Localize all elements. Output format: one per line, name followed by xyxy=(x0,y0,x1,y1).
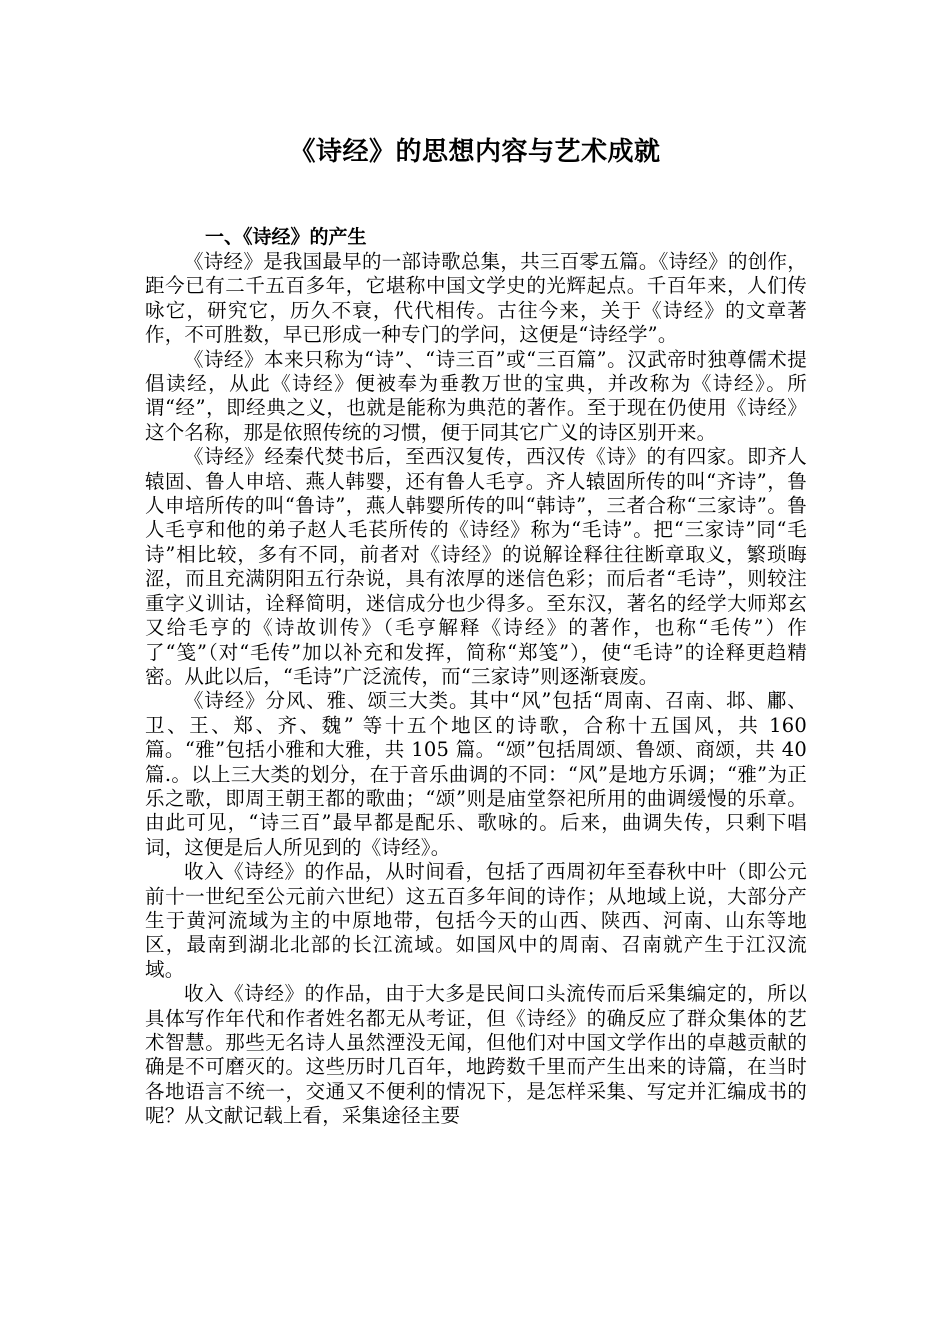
body-text xyxy=(145,250,807,1129)
paragraph-collection: 收入《诗经》的作品，由于大多是民间口头流传而后采集编定的，所以具体写作年代和作者姓名都无从考证，但《诗经》的确反应了群众集体的艺术智慧。那些无名诗人虽然湮没无闻，但他们对中国文学作出的卓越贡献的确是不可磨灭的。这些历时几百年，地跨数千里而产生出来的诗篇，在当时各地语言不统一，交通又不便利的情况下，是怎样采集、写定并汇编成书的呢？从文献记载上看，采集途径主要 xyxy=(145,982,807,1128)
section-heading: 一、《诗经》的产生 xyxy=(205,226,367,248)
paragraph-transmission: 《诗经》经秦代焚书后，至西汉复传，西汉传《诗》的有四家。即齐人辕固、鲁人申培、燕人韩婴，还有鲁人毛亨。齐人辕固所传的叫“齐诗”，鲁人申培所传的叫“鲁诗”，燕人韩婴所传的叫“韩诗”，三者合称“三家诗”。鲁人毛亨和他的弟子赵人毛苌所传的《诗经》称为“毛诗”。把“三家诗”同“毛诗”相比较，多有不同，前者对《诗经》的说解诠释往往断章取义，繁琐晦涩，而且充满阴阳五行杂说，具有浓厚的迷信色彩；而后者“毛诗”，则较注重字义训诂，诠释简明，迷信成分也少得多。至东汉，著名的经学大师郑玄又给毛亨的《诗故训传》（毛亨解释《诗经》的著作，也称“毛传”）作了“笺”（对“毛传”加以补充和发挥，简称“郑笺”），使“毛诗”的诠释更趋精密。从此以后，“毛诗”广泛流传，而“三家诗”则逐渐衰废。 xyxy=(145,445,807,688)
document-title: 《诗经》的思想内容与艺术成就 xyxy=(289,137,661,167)
paragraph-name: 《诗经》本来只称为“诗”、“诗三百”或“三百篇”。汉武帝时独尊儒术提倡读经，从此《诗经》便被奉为垂教万世的宝典，并改称为《诗经》。所谓“经”，即经典之义，也就是能称为典范的著作。至于现在仍使用《诗经》这个名称，那是依照传统的习惯，便于同其它广义的诗区别开来。 xyxy=(145,347,807,444)
paragraph-origin: 《诗经》是我国最早的一部诗歌总集，共三百零五篇。《诗经》的创作，距今已有二千五百多年，它堪称中国文学史的光辉起点。千百年来，人们传咏它，研究它，历久不衰，代代相传。古往今来，关于《诗经》的文章著作，不可胜数，早已形成一种专门的学问，这便是“诗经学”。 xyxy=(145,250,807,347)
paragraph-time-region: 收入《诗经》的作品，从时间看，包括了西周初年至春秋中叶（即公元前十一世纪至公元前六世纪）这五百多年间的诗作；从地域上说，大部分产生于黄河流域为主的中原地带，包括今天的山西、陕西、河南、山东等地区，最南到湖北北部的长江流域。如国风中的周南、召南就产生于江汉流域。 xyxy=(145,860,807,981)
paragraph-categories: 《诗经》分风、雅、颂三大类。其中“风”包括“周南、召南、邶、鄘、卫、王、郑、齐、魏” 等十五个地区的诗歌，合称十五国风，共 160 篇。“雅”包括小雅和大雅，共 105 篇。“颂”包括周颂、鲁颂、商颂，共 40 篇.。以上三大类的划分，在于音乐曲调的不同：“风”是地方乐调；“雅”为正乐之歌，即周王朝王都的歌曲；“颂”则是庙堂祭祀所用的曲调缓慢的乐章。由此可见，“诗三百”最早都是配乐、歌咏的。后来，曲调失传，只剩下唱词，这便是后人所见到的《诗经》。 xyxy=(145,689,807,859)
